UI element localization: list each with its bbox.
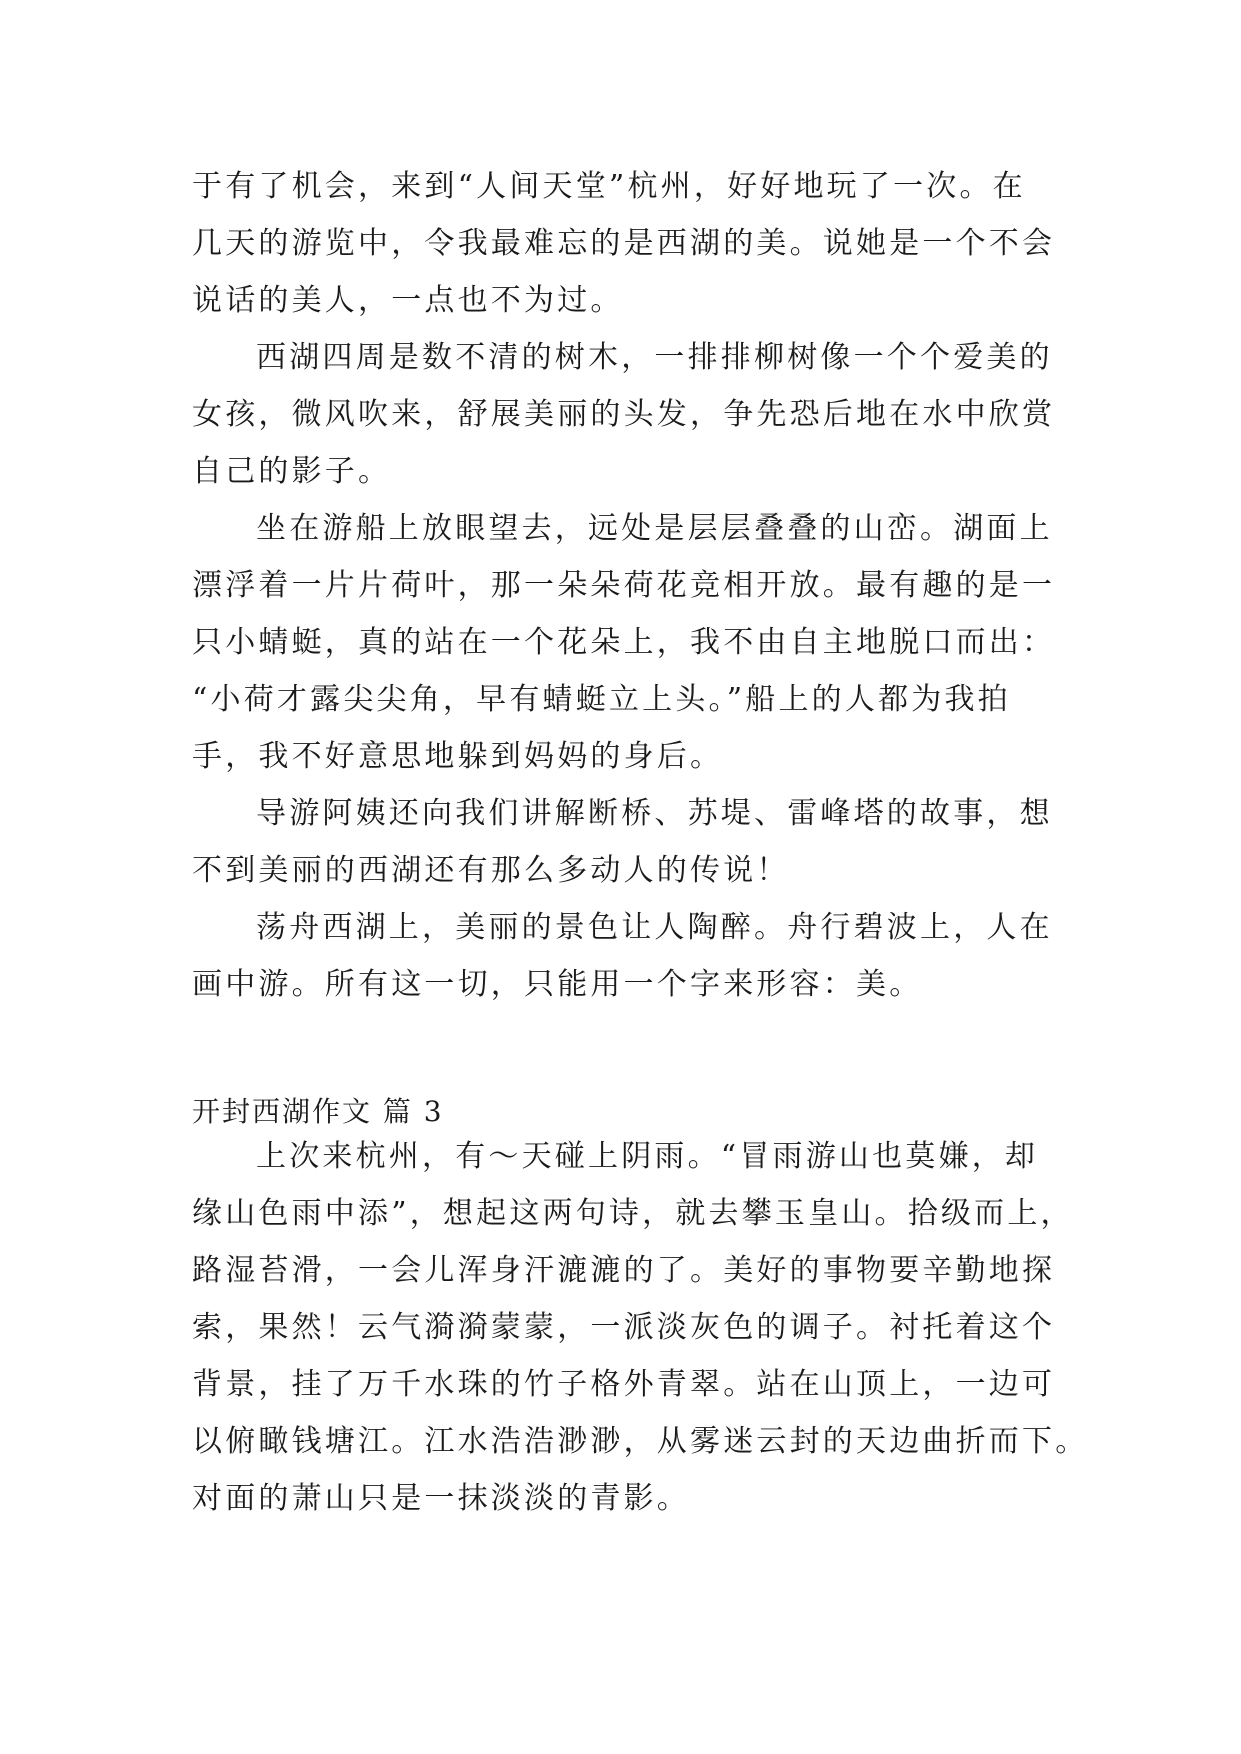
text-line: 于有了机会，来到“人间天堂”杭州，好好地玩了一次。在 [192,169,1026,204]
text-line: 女孩，微风吹来，舒展美丽的头发，争先恐后地在水中欣赏 [192,397,1056,432]
text-line: 背景，挂了万千水珠的竹子格外青翠。站在山顶上，一边可 [192,1367,1056,1402]
section-heading: 开封西湖作文 篇 3 [192,1095,444,1128]
text-line: 索，果然！云气漪漪蒙蒙，一派淡灰色的调子。衬托着这个 [192,1310,1056,1345]
text-line: 画中游。所有这一切，只能用一个字来形容：美。 [192,967,923,1002]
text-line: 手，我不好意思地躲到妈妈的身后。 [192,739,724,774]
essay-section-2-body [192,158,1072,1013]
paragraph-start-line: 上次来杭州，有～天碰上阴雨。“冒雨游山也莫嫌，却 [256,1139,1039,1174]
paragraph-start-line: 西湖四周是数不清的树木，一排排柳树像一个个爱美的 [256,340,1053,375]
paragraph-start-line: 导游阿姨还向我们讲解断桥、苏堤、雷峰塔的故事，想 [256,796,1053,831]
text-line: 缘山色雨中添”，想起这两句诗，就去攀玉皇山。拾级而上， [192,1196,1074,1231]
text-line: 以俯瞰钱塘江。江水浩浩渺渺，从雾迷云封的天边曲折而下。 [192,1424,1089,1459]
text-line: 只小蜻蜓，真的站在一个花朵上，我不由自主地脱口而出： [192,625,1056,660]
text-line: 说话的美人，一点也不为过。 [192,283,624,318]
text-line: 对面的萧山只是一抹淡淡的青影。 [192,1481,690,1516]
text-line: 漂浮着一片片荷叶，那一朵朵荷花竞相开放。最有趣的是一 [192,568,1056,603]
text-line: 自己的影子。 [192,454,392,489]
essay-section-3-body [192,1128,1089,1527]
text-line: 几天的游览中，令我最难忘的是西湖的美。说她是一个不会 [192,226,1056,261]
paragraph-start-line: 坐在游船上放眼望去，远处是层层叠叠的山峦。湖面上 [256,511,1053,546]
text-line: “小荷才露尖尖角，早有蜻蜓立上头。”船上的人都为我拍 [192,682,1011,717]
text-line: 路湿苔滑，一会儿浑身汗漉漉的了。美好的事物要辛勤地探 [192,1253,1056,1288]
paragraph-start-line: 荡舟西湖上，美丽的景色让人陶醉。舟行碧波上，人在 [256,910,1053,945]
text-line: 不到美丽的西湖还有那么多动人的传说！ [192,853,790,888]
